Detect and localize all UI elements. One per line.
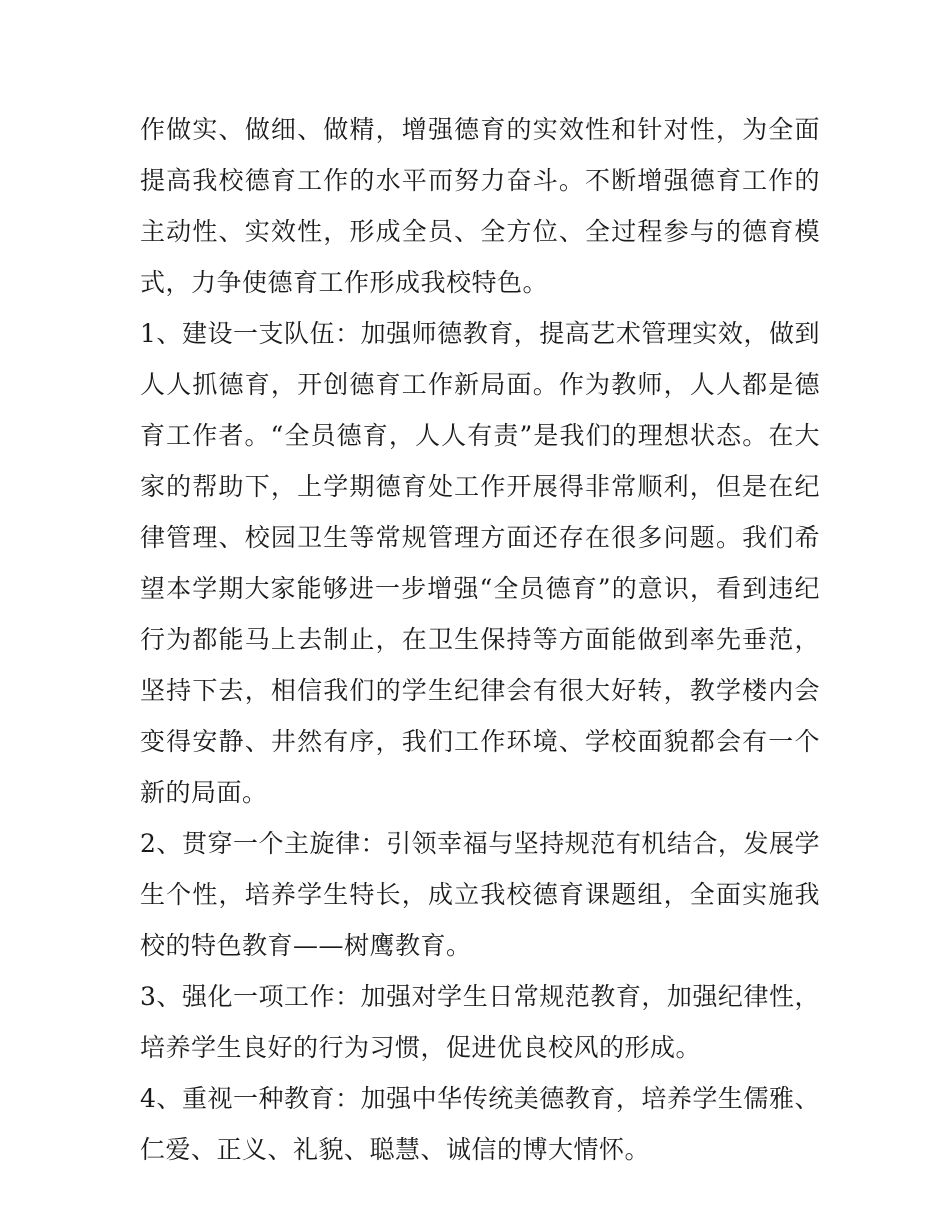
paragraph-item-2: 2、贯穿一个主旋律：引领幸福与坚持规范有机结合，发展学生个性，培养学生特长，成立我校德育课题组，全面实施我校的特色教育——树鹰教育。: [140, 829, 820, 960]
paragraph-item-3: 3、强化一项工作：加强对学生日常规范教育，加强纪律性，培养学生良好的行为习惯，促进优良校风的形成。: [140, 982, 820, 1062]
paragraph-item-4: 4、重视一种教育：加强中华传统美德教育，培养学生儒雅、仁爱、正义、礼貌、聪慧、诚信的博大情怀。: [140, 1084, 820, 1164]
paragraph-item-1: 1、建设一支队伍：加强师德教育，提高艺术管理实效，做到人人抓德育，开创德育工作新局面。作为教师，人人都是德育工作者。“全员德育，人人有责”是我们的理想状态。在大家的帮助下，上学期德育处工作开展得非常顺利，但是在纪律管理、校园卫生等常规管理方面还存在很多问题。我们希望本学期大家能够进一步增强“全员德育”的意识，看到违纪行为都能马上去制止，在卫生保持等方面能做到率先垂范，坚持下去，相信我们的学生纪律会有很大好转，教学楼内会变得安静、井然有序，我们工作环境、学校面貌都会有一个新的局面。: [140, 319, 820, 807]
document-body: [140, 104, 820, 1175]
paragraph-intro: 作做实、做细、做精，增强德育的实效性和针对性，为全面提高我校德育工作的水平而努力奋斗。不断增强德育工作的主动性、实效性，形成全员、全方位、全过程参与的德育模式，力争使德育工作形成我校特色。: [140, 115, 820, 297]
